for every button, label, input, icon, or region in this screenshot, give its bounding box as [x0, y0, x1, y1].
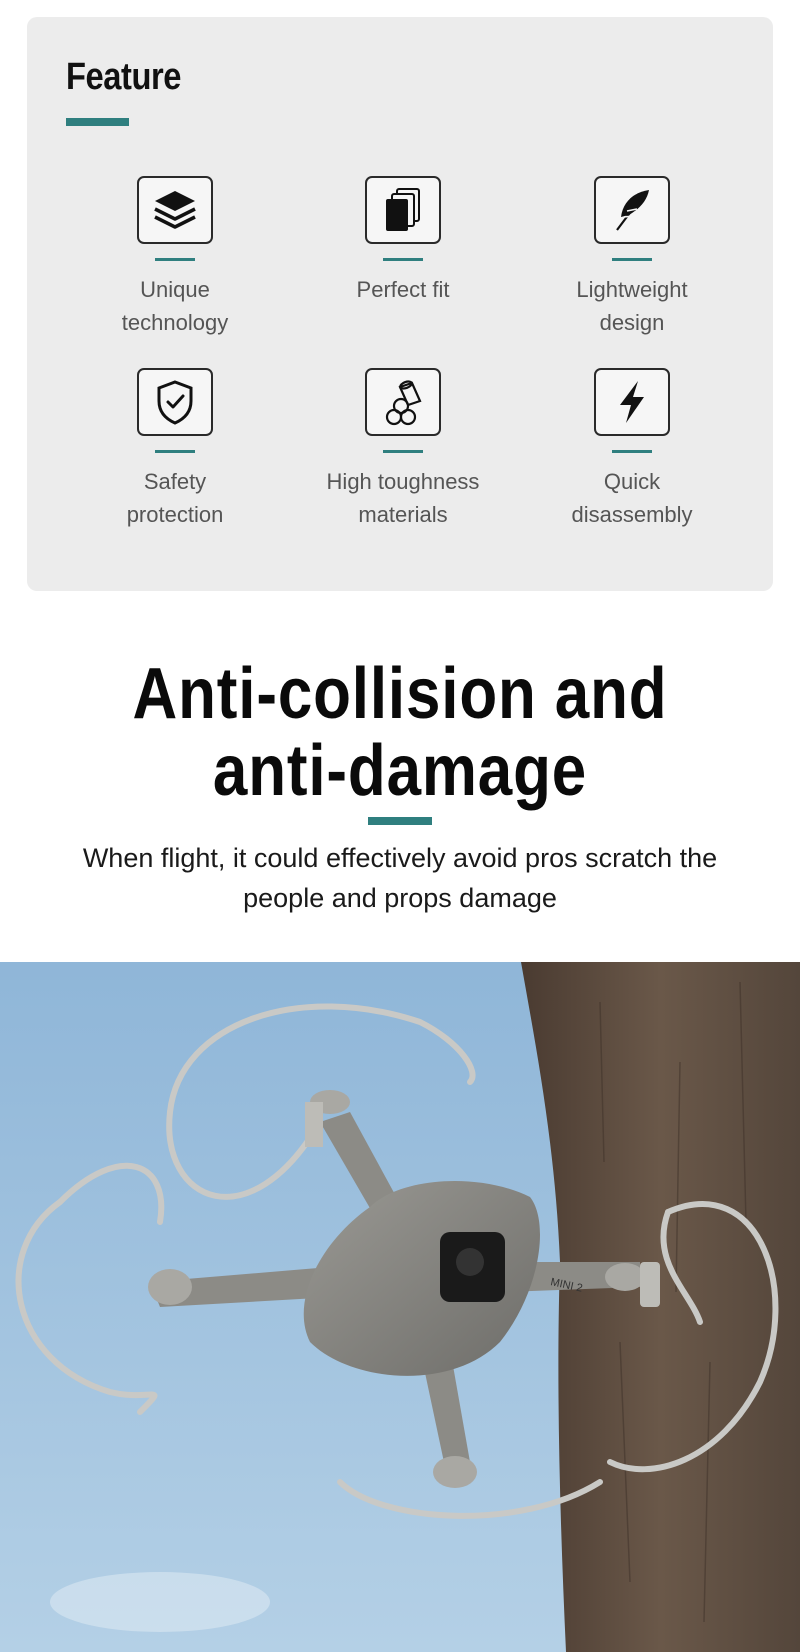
- item-label: Lightweight design: [576, 277, 688, 335]
- headline-underline: [368, 817, 432, 825]
- item-label: Perfect fit: [356, 277, 450, 302]
- headline-line-2: anti-damage: [212, 731, 588, 811]
- item-underline: [612, 258, 652, 261]
- drone-label: MINI 2: [549, 1276, 584, 1295]
- feature-title: Feature: [66, 56, 182, 98]
- feather-icon: [594, 176, 670, 244]
- product-photo: [0, 962, 800, 1652]
- item-underline: [383, 258, 423, 261]
- item-underline: [612, 450, 652, 453]
- item-label: Quick disassembly: [571, 469, 693, 527]
- feature-item-quick-disassembly: [532, 368, 732, 531]
- item-underline: [155, 258, 195, 261]
- layers-icon: [137, 176, 213, 244]
- headline: [56, 656, 744, 810]
- tree-trunk: [521, 962, 800, 1652]
- tubes-icon: [365, 368, 441, 436]
- headline-line-1: Anti-collision and: [132, 654, 668, 734]
- item-label: High toughness materials: [326, 469, 480, 527]
- feature-item-safety-protection: [75, 368, 275, 531]
- item-underline: [155, 450, 195, 453]
- item-underline: [383, 450, 423, 453]
- feature-item-lightweight-design: [532, 176, 732, 339]
- subtext: When flight, it could effectively avoid pros scratch the people and props damage: [82, 843, 718, 913]
- feature-title-underline: [66, 118, 129, 126]
- lightning-icon: [594, 368, 670, 436]
- item-label: Unique technology: [121, 277, 229, 335]
- item-label: Safety protection: [126, 469, 224, 527]
- shield-check-icon: [137, 368, 213, 436]
- cards-icon: [365, 176, 441, 244]
- feature-item-unique-technology: [75, 176, 275, 339]
- feature-item-high-toughness-materials: [303, 368, 503, 531]
- feature-item-perfect-fit: [303, 176, 503, 306]
